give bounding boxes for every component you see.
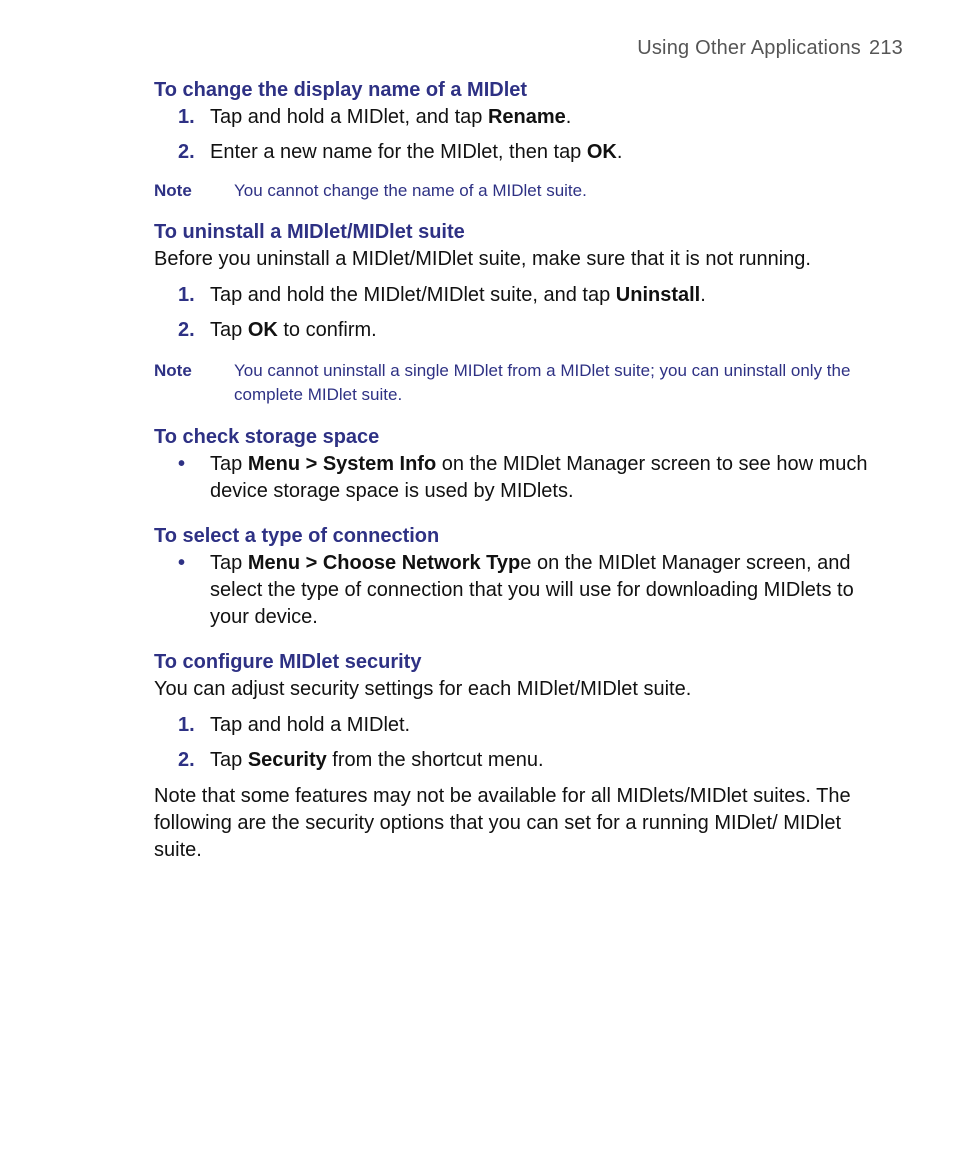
security-intro: You can adjust security settings for each MIDlet/MIDlet suite. xyxy=(154,678,692,700)
connection-bullet: • Tap Menu > Choose Network Type on the MIDlet Manager screen, and select the type of connection that you will use for downloading MIDlets to your device. xyxy=(178,552,854,628)
step-number: 1. xyxy=(178,714,195,736)
bullet-dot: • xyxy=(178,552,186,574)
section-title: Using Other Applications xyxy=(637,37,862,59)
note-text: You cannot uninstall a single MIDlet from a MIDlet suite; you can uninstall only the complete MIDlet suite. xyxy=(234,361,851,404)
bullet-dot: • xyxy=(178,453,186,475)
security-step-1: 1. Tap and hold a MIDlet. xyxy=(154,712,894,739)
step-number: 1. xyxy=(178,284,195,306)
page-number: 213 xyxy=(869,37,903,59)
page-header xyxy=(637,37,903,60)
heading-connection: To select a type of connection xyxy=(154,525,440,547)
rename-note xyxy=(154,179,894,203)
uninstall-step-2: 2. Tap OK to confirm. xyxy=(154,317,894,344)
heading-rename: To change the display name of a MIDlet xyxy=(154,79,528,101)
page-content xyxy=(154,76,894,864)
uninstall-note xyxy=(154,359,894,407)
note-label: Note xyxy=(154,181,192,200)
heading-storage: To check storage space xyxy=(154,426,380,448)
storage-bullet: • Tap Menu > System Info on the MIDlet Manager screen to see how much device storage space is used by MIDlets. xyxy=(178,453,868,502)
security-step-2: 2. Tap Security from the shortcut menu. xyxy=(154,747,894,774)
step-number: 2. xyxy=(178,319,195,341)
note-label: Note xyxy=(154,361,192,380)
security-closing: Note that some features may not be available for all MIDlets/MIDlet suites. The following are the security options that you can set for a running MIDlet/ MIDlet suite. xyxy=(154,785,851,861)
uninstall-intro: Before you uninstall a MIDlet/MIDlet suite, make sure that it is not running. xyxy=(154,248,811,270)
step-number: 2. xyxy=(178,749,195,771)
heading-security: To configure MIDlet security xyxy=(154,651,422,673)
step-number: 2. xyxy=(178,141,195,163)
step-number: 1. xyxy=(178,106,195,128)
heading-uninstall: To uninstall a MIDlet/MIDlet suite xyxy=(154,221,465,243)
rename-step-2: 2. Enter a new name for the MIDlet, then tap OK. xyxy=(154,139,894,166)
rename-step-1: 1. Tap and hold a MIDlet, and tap Rename. xyxy=(154,104,894,131)
uninstall-step-1: 1. Tap and hold the MIDlet/MIDlet suite, and tap Uninstall. xyxy=(154,282,894,309)
note-text: You cannot change the name of a MIDlet suite. xyxy=(234,181,587,200)
